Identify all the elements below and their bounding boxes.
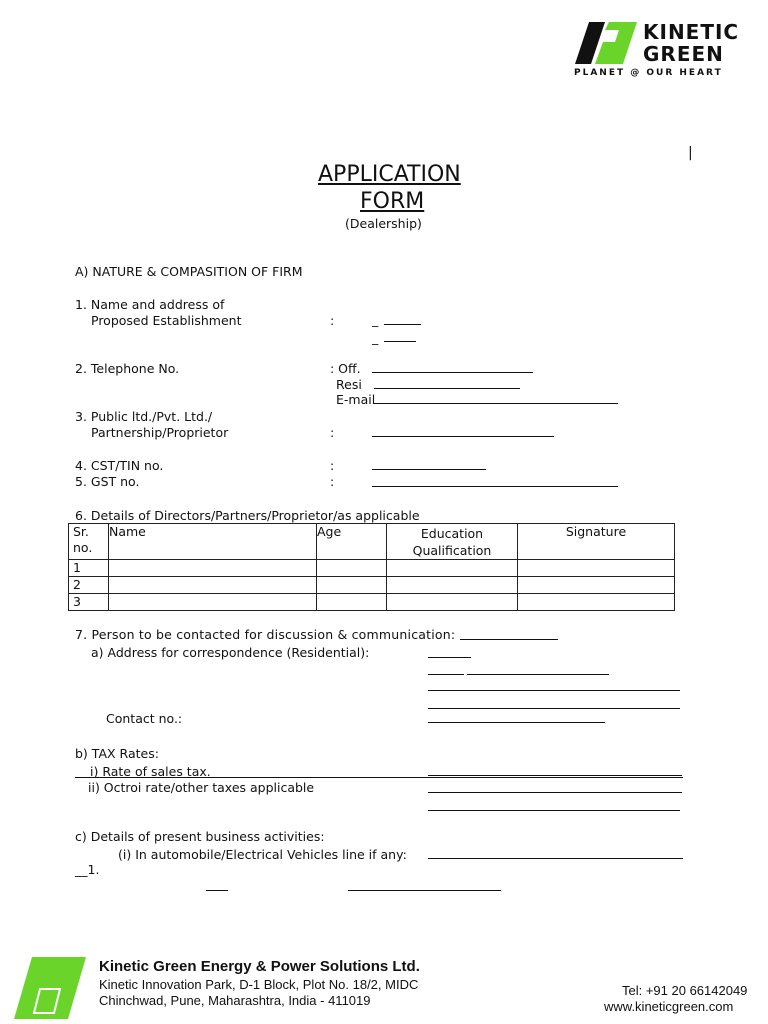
cell-name[interactable] [109, 577, 317, 594]
row-number: 2 [69, 577, 109, 594]
footer-address-line2: Chinchwad, Pune, Maharashtra, India - 411019 [99, 993, 371, 1008]
name-input-line-1[interactable] [384, 324, 421, 325]
brand-tagline: PLANET @ OUR HEART [574, 68, 723, 78]
field-telephone-label: 2. Telephone No. [75, 361, 180, 376]
footer-company-name: Kinetic Green Energy & Power Solutions Ltd. [99, 958, 420, 975]
address-input-line-1[interactable] [428, 657, 471, 658]
col-signature: Signature [518, 524, 675, 560]
form-title-line1: APPLICATION [318, 162, 461, 187]
cell-age[interactable] [317, 560, 387, 577]
cell-age[interactable] [317, 594, 387, 611]
email-input[interactable] [374, 403, 618, 404]
cell-signature[interactable] [518, 560, 675, 577]
field-name-label-l2: Proposed Establishment [91, 313, 242, 328]
colon: : [330, 313, 335, 328]
text-cursor-mark: | [688, 145, 693, 161]
table-row [69, 577, 675, 594]
footer-telephone: Tel: +91 20 66142049 [622, 983, 748, 998]
brand-name-line2: GREEN [643, 42, 724, 66]
cell-signature[interactable] [518, 577, 675, 594]
field-firm-type-label-l2: Partnership/Proprietor [91, 425, 229, 440]
footer-address-line1: Kinetic Innovation Park, D-1 Block, Plot No. 18/2, MIDC [99, 977, 419, 992]
telephone-office-input[interactable] [372, 372, 533, 373]
table-row [69, 594, 675, 611]
gst-input[interactable] [372, 486, 618, 487]
octroi-label: ii) Octroi rate/other taxes applicable [88, 780, 315, 795]
tax-rates-heading: b) TAX Rates: [75, 746, 159, 761]
address-input-line-3[interactable] [428, 690, 680, 691]
firm-type-input[interactable] [372, 436, 554, 437]
business-item-1: __1. [75, 862, 100, 877]
cst-input[interactable] [372, 469, 486, 470]
form-title-line2: FORM [360, 189, 425, 214]
address-input-line-2b[interactable] [467, 674, 609, 675]
cell-age[interactable] [317, 577, 387, 594]
field-cst-label: 4. CST/TIN no. [75, 458, 164, 473]
business-activities-heading: c) Details of present business activities: [75, 829, 325, 844]
telephone-residence-input[interactable] [374, 388, 520, 389]
col-sr: Sr. no. [69, 524, 109, 560]
kinetic-green-logo-icon [575, 22, 637, 64]
sales-tax-label: i) Rate of sales tax. [90, 764, 211, 779]
address-input-line-4[interactable] [428, 708, 680, 709]
telephone-residence-label: Resi [336, 377, 362, 392]
cell-name[interactable] [109, 594, 317, 611]
telephone-office-label: : Off. [330, 361, 361, 376]
business-item-input-a[interactable] [206, 890, 228, 891]
business-item-input-b[interactable] [348, 890, 501, 891]
address-input-line-2a[interactable] [428, 674, 464, 675]
col-name: Name [109, 524, 317, 560]
colon: : [330, 474, 335, 489]
contact-person-input[interactable] [460, 639, 558, 640]
field-name-label-l1: 1. Name and address of [75, 297, 225, 312]
cell-education[interactable] [387, 594, 518, 611]
automobile-line-input[interactable] [428, 858, 683, 859]
table-row [69, 560, 675, 577]
cell-education[interactable] [387, 560, 518, 577]
dash: _ [372, 312, 379, 327]
octroi-input-2[interactable] [428, 810, 680, 811]
footer-website[interactable]: www.kineticgreen.com [604, 999, 734, 1014]
col-education: Education Qualification [387, 524, 518, 560]
footer-logo-icon [10, 957, 86, 1019]
cell-name[interactable] [109, 560, 317, 577]
section-a-heading: A) NATURE & COMPASITION OF FIRM [75, 264, 303, 279]
field-firm-type-label-l1: 3. Public ltd./Pvt. Ltd./ [75, 409, 213, 424]
form-subtitle: (Dealership) [345, 216, 422, 231]
row-number: 1 [69, 560, 109, 577]
automobile-line-label: (i) In automobile/Electrical Vehicles line if any: [118, 847, 407, 862]
contact-person-label: 7. Person to be contacted for discussion & communication: [75, 627, 456, 642]
dash: _ [372, 330, 379, 345]
contact-number-label: Contact no.: [106, 711, 183, 726]
cell-education[interactable] [387, 577, 518, 594]
name-input-line-2[interactable] [384, 341, 416, 342]
directors-table [68, 523, 675, 611]
sales-tax-rule [75, 777, 683, 778]
brand-name-line1: KINETIC [643, 20, 740, 44]
col-age: Age [317, 524, 387, 560]
sales-tax-input[interactable] [428, 775, 682, 776]
correspondence-address-label: a) Address for correspondence (Residential): [91, 645, 370, 660]
field-gst-label: 5. GST no. [75, 474, 140, 489]
colon: : [330, 425, 335, 440]
colon: : [330, 458, 335, 473]
contact-number-input[interactable] [428, 722, 605, 723]
row-number: 3 [69, 594, 109, 611]
octroi-input-1[interactable] [428, 792, 682, 793]
table-header-row [69, 524, 675, 560]
directors-heading: 6. Details of Directors/Partners/Proprietor/as applicable [75, 508, 420, 523]
email-label: E-mail [336, 392, 376, 407]
cell-signature[interactable] [518, 594, 675, 611]
